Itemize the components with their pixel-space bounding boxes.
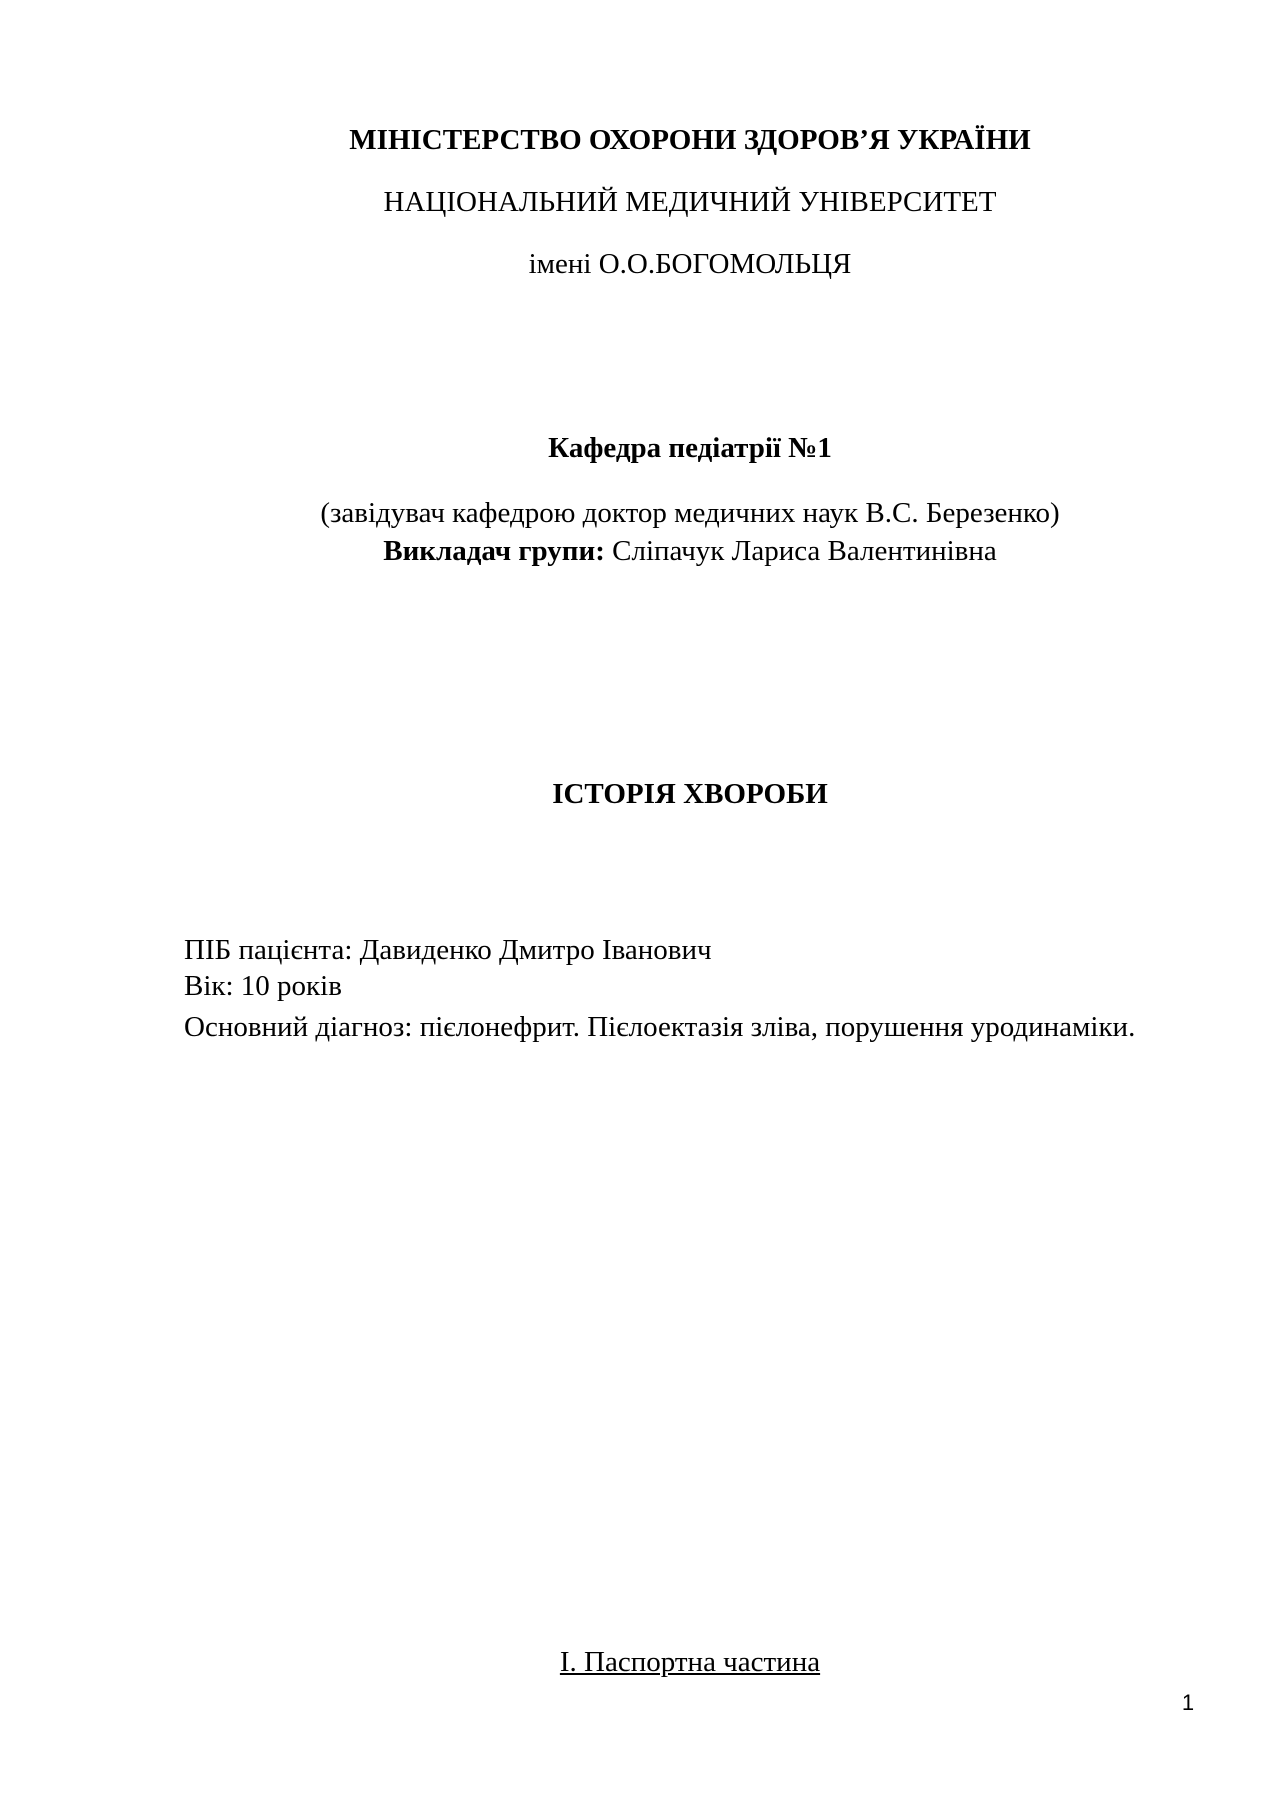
section-title-text: І. Паспортна частина	[559, 1646, 821, 1678]
department-title: Кафедра педіатрії №1	[548, 432, 832, 464]
patient-name: ПІБ пацієнта: Давиденко Дмитро Іванович	[184, 934, 712, 966]
university-heading: НАЦІОНАЛЬНИЙ МЕДИЧНИЙ УНІВЕРСИТЕТ	[383, 186, 997, 218]
section-title	[0, 1644, 1280, 1680]
patient-diagnosis: Основний діагноз: пієлонефрит. Пієлоектазія зліва, порушення уродинаміки.	[184, 1011, 1136, 1043]
teacher-name: Сліпачук Лариса Валентинівна	[612, 535, 997, 567]
page-number: 1	[1181, 1690, 1195, 1715]
document-title: ІСТОРІЯ ХВОРОБИ	[552, 778, 828, 810]
department-head: (завідувач кафедрою доктор медичних наук В.С. Березенко)	[320, 497, 1060, 529]
ministry-heading: МІНІСТЕРСТВО ОХОРОНИ ЗДОРОВ’Я УКРАЇНИ	[349, 124, 1031, 156]
teacher-label: Викладач групи:	[383, 535, 605, 567]
teacher-line	[0, 533, 1280, 569]
university-name: імені О.О.БОГОМОЛЬЦЯ	[528, 248, 852, 280]
patient-age: Вік: 10 років	[184, 970, 342, 1002]
